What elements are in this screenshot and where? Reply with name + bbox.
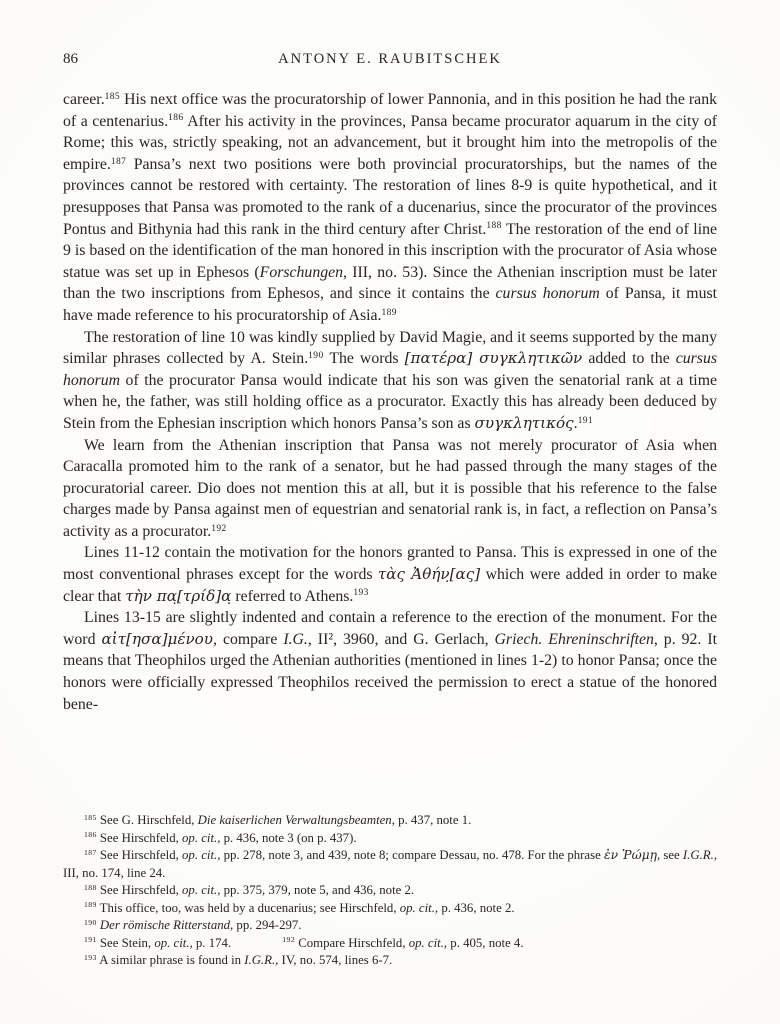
footnote-line: [63, 952, 717, 970]
text-run: , pp. 375, 379, note 5, and 436, note 2.: [217, 883, 415, 897]
text-run: cursus honorum: [63, 350, 718, 389]
footnote-ref: 192: [211, 523, 227, 534]
text-run: , II², 3960, and G. Gerlach,: [307, 630, 495, 648]
footnote-ref: 187: [84, 847, 97, 857]
text-run: The restoration of line 10 was kindly supplied by David Magie, and it seems supported by the many similar phrases collected by A. Stein.: [63, 328, 717, 368]
footnote-ref: 185: [104, 91, 121, 102]
text-run: , pp. 278, note 3, and 439, note 8; compare Dessau, no. 478. For the phrase: [217, 848, 604, 862]
text-run: , p. 437, note 1.: [391, 813, 472, 827]
body-text: [63, 89, 717, 715]
footnote-ref: 190: [84, 917, 97, 927]
footnote-ref: 187: [110, 156, 127, 167]
footnote-ref: 188: [84, 882, 97, 892]
text-run: The words: [323, 350, 405, 368]
text-run: cursus honorum: [495, 285, 600, 303]
text-run: See Stein,: [96, 935, 155, 950]
text-run: The restoration of the end of line 9 is based on the identification of the man honored in this inscription with the procurator of Asia whose statue was set up in Ephesos (: [63, 220, 717, 281]
text-run: op. cit.: [182, 883, 218, 897]
text-run: op. cit.: [399, 900, 435, 915]
footnote-ref: 191: [577, 415, 594, 426]
text-run: Forschungen: [259, 263, 344, 281]
text-run: , p. 436, note 3 (on p. 437).: [217, 830, 357, 845]
footnote-ref: 190: [308, 350, 324, 361]
footnote-line: [63, 900, 717, 918]
text-run: , p. 92. It means that Theophilos urged the Athenian authorities (mentioned in lines 1-2) to honor Pansa; once the honors were officially expressed Theophilos received the permission to erect a statue of the honored bene-: [63, 630, 717, 713]
text-run: , p. 436, note 2.: [434, 900, 515, 915]
page-header: [63, 50, 717, 72]
footnote-line: [63, 917, 717, 935]
greek-text-run: [πατέρα] συγκλητικῶν: [404, 349, 583, 368]
text-run: op. cit.: [182, 830, 218, 845]
text-run: , p. 174.: [189, 935, 283, 950]
greek-text-run: ἐν Ῥώμῃ: [603, 848, 657, 862]
text-run: , III, no. 174, line 24.: [63, 848, 718, 880]
footnote-ref: 186: [168, 113, 184, 124]
text-run: added to the: [582, 350, 676, 368]
text-run: .: [573, 414, 578, 432]
footnote-ref: 192: [282, 935, 295, 945]
footnote-ref: 193: [84, 952, 97, 962]
greek-text-run: αἰτ[ησα]μένου: [101, 629, 214, 648]
text-run: op. cit.: [408, 935, 444, 950]
text-run: op. cit.: [182, 848, 218, 862]
paragraph: [63, 607, 717, 715]
text-run: , p. 405, note 4.: [443, 935, 524, 950]
footnote-line: [63, 882, 717, 900]
footnote-ref: 186: [84, 830, 97, 840]
text-run: op. cit.: [154, 935, 190, 950]
paragraph: [63, 542, 717, 607]
paragraph: [63, 327, 717, 435]
text-run: After his activity in the provinces, Pansa became procurator aquarum in the city of Rome; this was, strictly speaking, not an advancement, but it brought him into the metropolis of the empire.: [63, 112, 717, 173]
paragraph: [63, 89, 717, 327]
text-run: Lines 11-12 contain the motivation for the honors granted to Pansa. This is expressed in one of the most conventional phrases except for the words: [63, 544, 717, 584]
text-run: , see: [656, 848, 683, 862]
text-run: I.G.R.: [682, 848, 714, 862]
text-run: I.G.: [283, 630, 308, 648]
text-run: A similar phrase is found in: [96, 953, 245, 967]
text-run: I.G.R.: [244, 953, 276, 967]
text-run: of the procurator Pansa would indicate that his son was given the senatorial rank at a time when he, the father, was still holding office as a procurator. Exactly this has already been deduced by Stein from the Ephesian inscription which honors Pansa’s son as: [63, 371, 717, 432]
footnote-ref: 191: [84, 935, 97, 945]
footnotes: [63, 812, 717, 970]
footnote-ref: 193: [353, 588, 369, 599]
text-run: of Pansa, it must have made reference to his procuratorship of Asia.: [63, 285, 717, 324]
paragraph: [63, 435, 717, 543]
text-run: career.: [63, 91, 105, 108]
text-run: See G. Hirschfeld,: [96, 813, 198, 827]
greek-text-run: τὴν πα̣[τρίδ]α̣: [125, 586, 232, 605]
text-run: See Hirschfeld,: [96, 830, 183, 845]
footnote-line: [63, 847, 717, 882]
footnote-line: [63, 935, 717, 953]
text-run: Lines 13-15 are slightly indented and contain a reference to the erection of the monument. For the word: [63, 609, 717, 648]
running-head: ANTONY E. RAUBITSCHEK: [278, 51, 502, 67]
text-run: , IV, no. 574, lines 6-7.: [275, 953, 393, 967]
text-run: which were added in order to make clear that: [63, 566, 718, 605]
text-run: Der römische Ritterstand: [99, 918, 231, 932]
text-run: Griech. Ehreninschriften: [494, 630, 654, 648]
greek-text-run: συγκλητικός: [474, 413, 574, 432]
footnote-line: [63, 812, 717, 830]
text-run: , compare: [213, 630, 284, 648]
footnote-line: [63, 830, 717, 848]
text-run: , III, no. 53). Since the Athenian inscription must be later than the two inscriptions from Ephesos, and since it contains the: [63, 263, 717, 303]
page-number: 86: [63, 51, 78, 67]
text-run: Die kaiserlichen Verwaltungsbeamten: [197, 813, 392, 827]
text-run: See Hirschfeld,: [96, 848, 183, 862]
footnote-ref: 189: [381, 307, 397, 318]
text-run: We learn from the Athenian inscription that Pansa was not merely procurator of Asia when Caracalla promoted him to the rank of a senator, but he had passed through the many stages of the procuratorial career. Dio does not mention this at all, but it is possible that his reference to the false charges made by Pansa against men of equestrian and senatorial rank is, in fact, a reflection on Pansa’s activity as a procurator.: [63, 436, 717, 540]
footnote-ref: 188: [486, 221, 502, 232]
text-run: His next office was the procuratorship of lower Pannonia, and in this position he had the rank of a centenarius.: [63, 91, 717, 130]
footnote-ref: 185: [84, 812, 97, 822]
text-run: See Hirschfeld,: [96, 883, 183, 897]
text-run: Compare Hirschfeld,: [295, 935, 409, 950]
footnote-ref: 189: [84, 900, 97, 910]
greek-text-run: τὰς Ἀθήν̣[ας]: [377, 565, 481, 584]
text-run: Pansa’s next two positions were both provincial procuratorships, but the names of the provinces cannot be restored with certainty. The restoration of lines 8-9 is quite hypothetical, and it presupposes that Pansa was promoted to the rank of a ducenarius, since the procurator of the provinces Pontus and Bithynia had this rank in the third century after Christ.: [63, 155, 717, 238]
text-run: This office, too, was held by a ducenarius; see Hirschfeld,: [96, 900, 400, 915]
text-run: referred to Athens.: [231, 587, 354, 605]
text-run: , pp. 294-297.: [230, 918, 302, 932]
